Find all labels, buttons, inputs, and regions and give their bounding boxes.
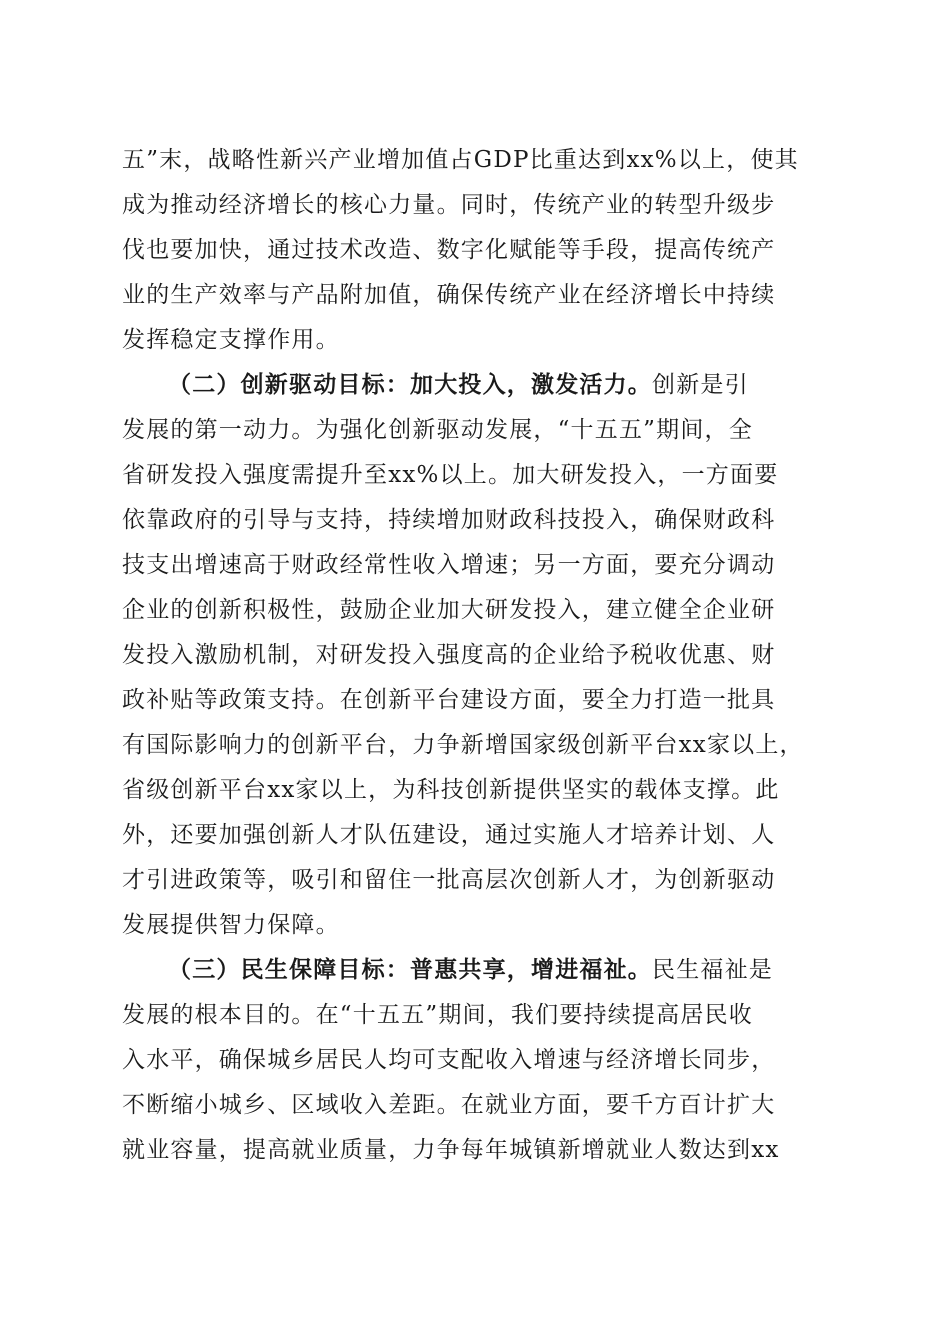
text-line: 成为推动经济增长的核心力量。同时，传统产业的转型升级步 bbox=[122, 192, 776, 218]
text-line: 省研发投入强度需提升至xx%以上。加大研发投入，一方面要 bbox=[122, 462, 779, 488]
text-span: 民生福祉是 bbox=[652, 957, 773, 983]
text-line: 发展提供智力保障。 bbox=[122, 912, 340, 938]
text-line: 入水平，确保城乡居民人均可支配收入增速与经济增长同步， bbox=[122, 1047, 776, 1073]
section-heading-line bbox=[168, 365, 832, 405]
text-line: 发展的第一动力。为强化创新驱动发展，“十五五”期间，全 bbox=[122, 417, 753, 443]
text-line: 政补贴等政策支持。在创新平台建设方面，要全力打造一批具 bbox=[122, 687, 776, 713]
text-line: 技支出增速高于财政经常性收入增速；另一方面，要充分调动 bbox=[122, 552, 776, 578]
text-line: 业的生产效率与产品附加值，确保传统产业在经济增长中持续 bbox=[122, 282, 776, 308]
section-heading-2: （二）创新驱动目标：加大投入，激发活力。 bbox=[168, 371, 652, 398]
text-line: 才引进政策等，吸引和留住一批高层次创新人才，为创新驱动 bbox=[122, 867, 776, 893]
text-line: 发展的根本目的。在“十五五”期间，我们要持续提高居民收 bbox=[122, 1002, 753, 1028]
section-heading-line bbox=[168, 950, 832, 990]
text-line: 发投入激励机制，对研发投入强度高的企业给予税收优惠、财 bbox=[122, 642, 776, 668]
text-line: 就业容量，提高就业质量，力争每年城镇新增就业人数达到xx bbox=[122, 1137, 780, 1163]
text-line: 省级创新平台xx家以上，为科技创新提供坚实的载体支撑。此 bbox=[122, 777, 780, 803]
text-line: 伐也要加快，通过技术改造、数字化赋能等手段，提高传统产 bbox=[122, 237, 776, 263]
text-line: 不断缩小城乡、区域收入差距。在就业方面，要千方百计扩大 bbox=[122, 1092, 776, 1118]
text-line: 企业的创新积极性，鼓励企业加大研发投入，建立健全企业研 bbox=[122, 597, 776, 623]
text-line: 五”末，战略性新兴产业增加值占GDP比重达到xx%以上，使其 bbox=[122, 147, 799, 173]
text-line: 发挥稳定支撑作用。 bbox=[122, 327, 340, 353]
text-line: 有国际影响力的创新平台，力争新增国家级创新平台xx家以上， bbox=[122, 732, 804, 758]
text-line: 外，还要加强创新人才队伍建设，通过实施人才培养计划、人 bbox=[122, 822, 776, 848]
section-heading-3: （三）民生保障目标：普惠共享，增进福祉。 bbox=[168, 956, 652, 983]
text-line: 依靠政府的引导与支持，持续增加财政科技投入，确保财政科 bbox=[122, 507, 776, 533]
text-span: 创新是引 bbox=[652, 372, 749, 398]
